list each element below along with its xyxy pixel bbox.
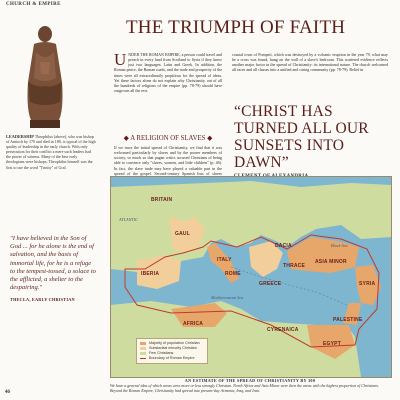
legend-swatch [140, 347, 146, 351]
map-label-iberia: IBERIA [141, 271, 160, 277]
map-caption-text: We have a general idea of which areas were more or less strongly Christian. North Africa and Asia Minor were then the areas with the highest proportion of Christians. Beyond the Roman Empire, Christianity had spread into present-day Armenia, Iraq, and Iran. [110, 383, 379, 393]
legend-label: Majority of population Christian [149, 341, 200, 345]
map-legend [136, 338, 208, 364]
legend-swatch [140, 342, 146, 346]
body-paragraph-3: If we trace the initial spread of Christianity, we find that it was welcomed particularly by slaves and by the poorer members of society, so much so that pagan critics accused Christians of being able to convince only "slaves, women, and little children" (p. 46). In fact, the slave trade may have played a valuable part in the spread of the gospel. Second-century Spanish lists of slaves [114, 145, 222, 176]
body-column-1 [114, 52, 222, 93]
pull-quote-text: “CHRIST HAS TURNED ALL OUR SUNSETS INTO DAWN” [234, 103, 369, 171]
map-label-italy: ITALY [217, 257, 232, 263]
map-label-black-sea: Black Sea [331, 243, 348, 248]
body-paragraph-1: NDER THE ROMAN EMPIRE, a person could travel and preach in every land from Scotland to Syria if they knew just two languages: Latin and Greek. In addition, the Roman peace, the Roman roads, and the trade and prosperity of the times were all extraordinarily propitious for the spread of ideas. Yet these factors alone do not explain why Christianity, out of all the hundreds of religions of the empire (pp. 78-79) should have outgrown all the rest. [114, 52, 222, 94]
legend-swatch [140, 358, 146, 359]
map-label-rome: ROME [225, 271, 241, 277]
legend-label: Few Christians [149, 351, 174, 355]
map-label-greece: GREECE [259, 281, 282, 287]
body-column-2 [232, 52, 388, 73]
statue-caption-text: Theophilus (above), who was bishop of Antioch by 170 and died in 180, is typical of the high quality of leadership in the early church. With only persecution for their conflict a mere such leaders had the power of witness. Many of the best early theologians were bishops; Theophilus himself was the first to use the word "Trinity" of God. [6, 134, 96, 170]
sidebar-quote-text: "I have believed in the Son of God ... for he alone is the end of salvation, and the basis of immortal life, for he is a refuge to the tempest-tossed, a solace to the afflicted, a shelter to the despairing." [10, 235, 96, 292]
section-tag: CHURCH & EMPIRE [6, 2, 61, 7]
section-subheading [114, 134, 222, 142]
map-label-africa: AFRICA [183, 321, 204, 327]
map-caption-heading: AN ESTIMATE OF THE SPREAD OF CHRISTIANITY BY 300 [184, 378, 316, 383]
page-number: 46 [5, 390, 10, 395]
statue-caption-heading: LEADERSHIP [6, 134, 34, 139]
map-label-britain: BRITAIN [151, 197, 173, 203]
subheading-bullet: ◆ [123, 135, 131, 142]
map-caption [110, 378, 390, 393]
subheading-bullet-end: ◆ [205, 135, 213, 142]
statue-caption [6, 134, 96, 170]
map-label-syria: SYRIA [359, 281, 376, 287]
map-label-mediterranean: Mediterranean Sea [211, 295, 244, 300]
drop-cap: U [114, 50, 127, 69]
legend-label: Substantial minority Christian [149, 346, 197, 350]
legend-swatch [140, 352, 146, 356]
sidebar-quote-attribution: THECLA, EARLY CHRISTIAN [10, 297, 75, 303]
map-label-palestine: PALESTINE [333, 317, 363, 323]
map-label-cyrenaica: CYRENAICA [267, 327, 299, 333]
statue-image [14, 22, 76, 130]
map-label-dacia: DACIA [275, 243, 292, 249]
legend-item [140, 356, 204, 361]
map-label-egypt: EGYPT [323, 341, 341, 347]
map-label-atlantic: ATLANTIC [119, 217, 138, 222]
pull-quote [234, 103, 392, 180]
legend-label: Boundary of Roman Empire [149, 356, 195, 360]
sidebar-quote [10, 235, 96, 303]
map-label-thrace: THRACE [283, 263, 306, 269]
body-paragraph-2: coastal town of Pompeii, which was destroyed by a volcanic eruption in the year 79, what may be a cross was found, hung on the wall of a slave's bedroom. This scattered evidence reflects another major factor in the spread of Christianity: its international nature. The church welcomed all races and all classes into a unified and caring community (pp. 78-79). Belief in [232, 52, 388, 73]
subheading-text: A RELIGION OF SLAVES [130, 135, 206, 142]
page-title: THE TRIUMPH OF FAITH [126, 17, 346, 38]
map-label-asia-minor: ASIA MINOR [315, 259, 347, 265]
map-label-gaul: GAUL [175, 231, 190, 237]
